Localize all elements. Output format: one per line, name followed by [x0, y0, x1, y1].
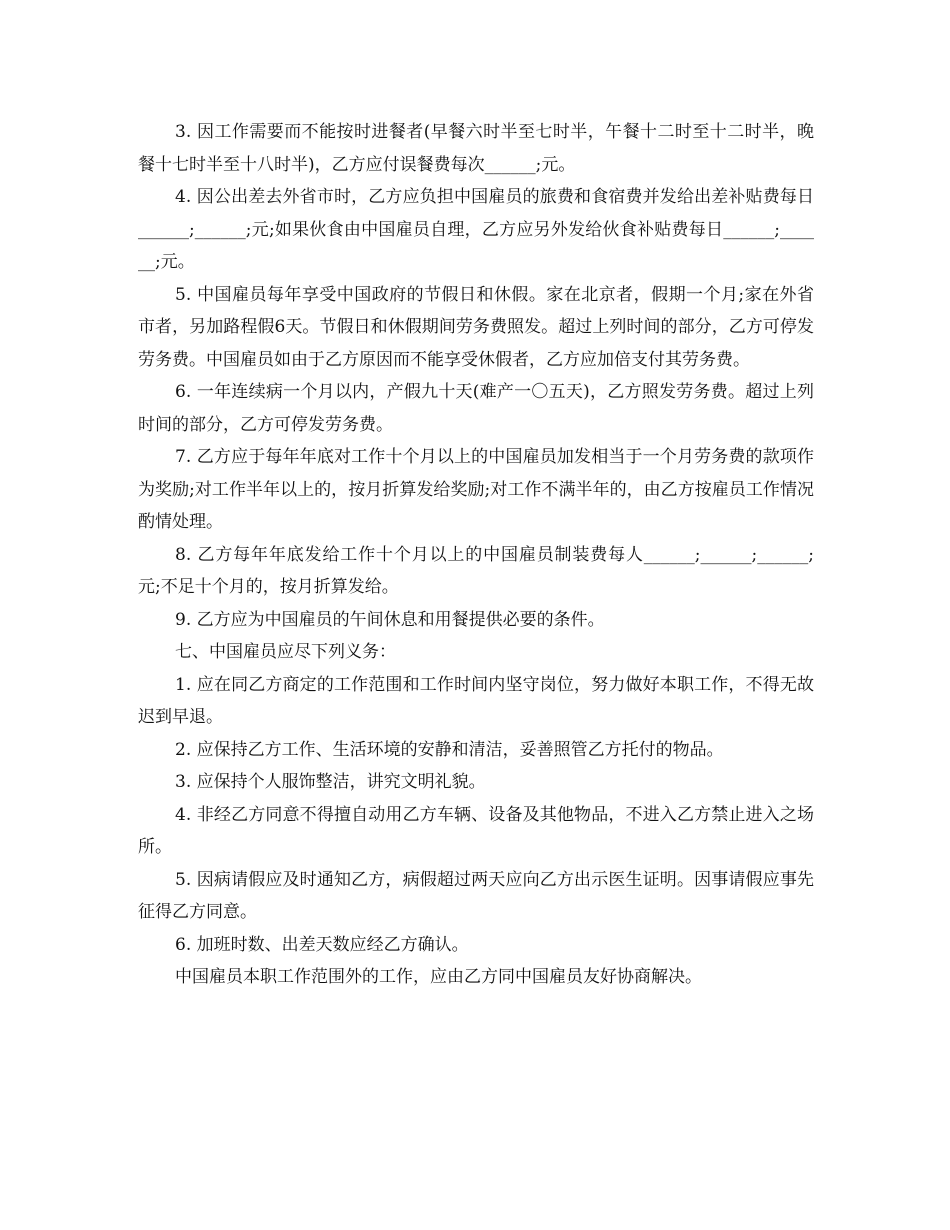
clause-9-lunch-conditions: 9. 乙方应为中国雇员的午间休息和用餐提供必要的条件。 — [175, 609, 605, 630]
duty-4-property: 4. 非经乙方同意不得擅自动用乙方车辆、设备及其他物品，不进入乙方禁止进入之场所。 — [138, 804, 814, 857]
document-body — [138, 116, 814, 994]
section-7-heading: 七、中国雇员应尽下列义务： — [175, 642, 396, 662]
duty-1-attendance: 1. 应在同乙方商定的工作范围和工作时间内坚守岗位，努力做好本职工作，不得无故迟到早退。 — [138, 674, 814, 727]
clause-3-meal-allowance: 3. 因工作需要而不能按时进餐者(早餐六时半至七时半，午餐十二时至十二时半，晚餐十七时半至十八时半)，乙方应付误餐费每次______;元。 — [138, 122, 814, 175]
clause-7-year-end-bonus: 7. 乙方应于每年年底对工作十个月以上的中国雇员加发相当于一个月劳务费的款项作为奖励;对工作半年以上的，按月折算发给奖励;对工作不满半年的，由乙方按雇员工作情况酌情处理。 — [138, 447, 814, 532]
duty-2-environment: 2. 应保持乙方工作、生活环境的安静和清洁，妥善照管乙方托付的物品。 — [175, 739, 724, 760]
closing-paragraph: 中国雇员本职工作范围外的工作，应由乙方同中国雇员友好协商解决。 — [175, 967, 702, 987]
clause-6-sick-leave: 6. 一年连续病一个月以内，产假九十天(难产一〇五天)，乙方照发劳务费。超过上列时间的部分，乙方可停发劳务费。 — [138, 382, 814, 435]
clause-8-clothing-allowance: 8. 乙方每年年底发给工作十个月以上的中国雇员制装费每人______;______;______;元;不足十个月的，按月折算发给。 — [138, 544, 814, 597]
clause-4-travel-allowance: 4. 因公出差去外省市时，乙方应负担中国雇员的旅费和食宿费并发给出差补贴费每日______;______;元;如果伙食由中国雇员自理，乙方应另外发给伙食补贴费每日______;______;元。 — [138, 187, 814, 272]
duty-5-leave-requests: 5. 因病请假应及时通知乙方，病假超过两天应向乙方出示医生证明。因事请假应事先征得乙方同意。 — [138, 869, 814, 922]
duty-3-appearance: 3. 应保持个人服饰整洁，讲究文明礼貌。 — [175, 772, 486, 792]
duty-6-overtime: 6. 加班时数、出差天数应经乙方确认。 — [175, 934, 469, 955]
clause-5-holidays: 5. 中国雇员每年享受中国政府的节假日和休假。家在北京者，假期一个月;家在外省市者，另加路程假6天。节假日和休假期间劳务费照发。超过上列时间的部分，乙方可停发劳务费。中国雇员如由于乙方原因而不能享受休假者，乙方应加倍支付其劳务费。 — [138, 284, 814, 370]
